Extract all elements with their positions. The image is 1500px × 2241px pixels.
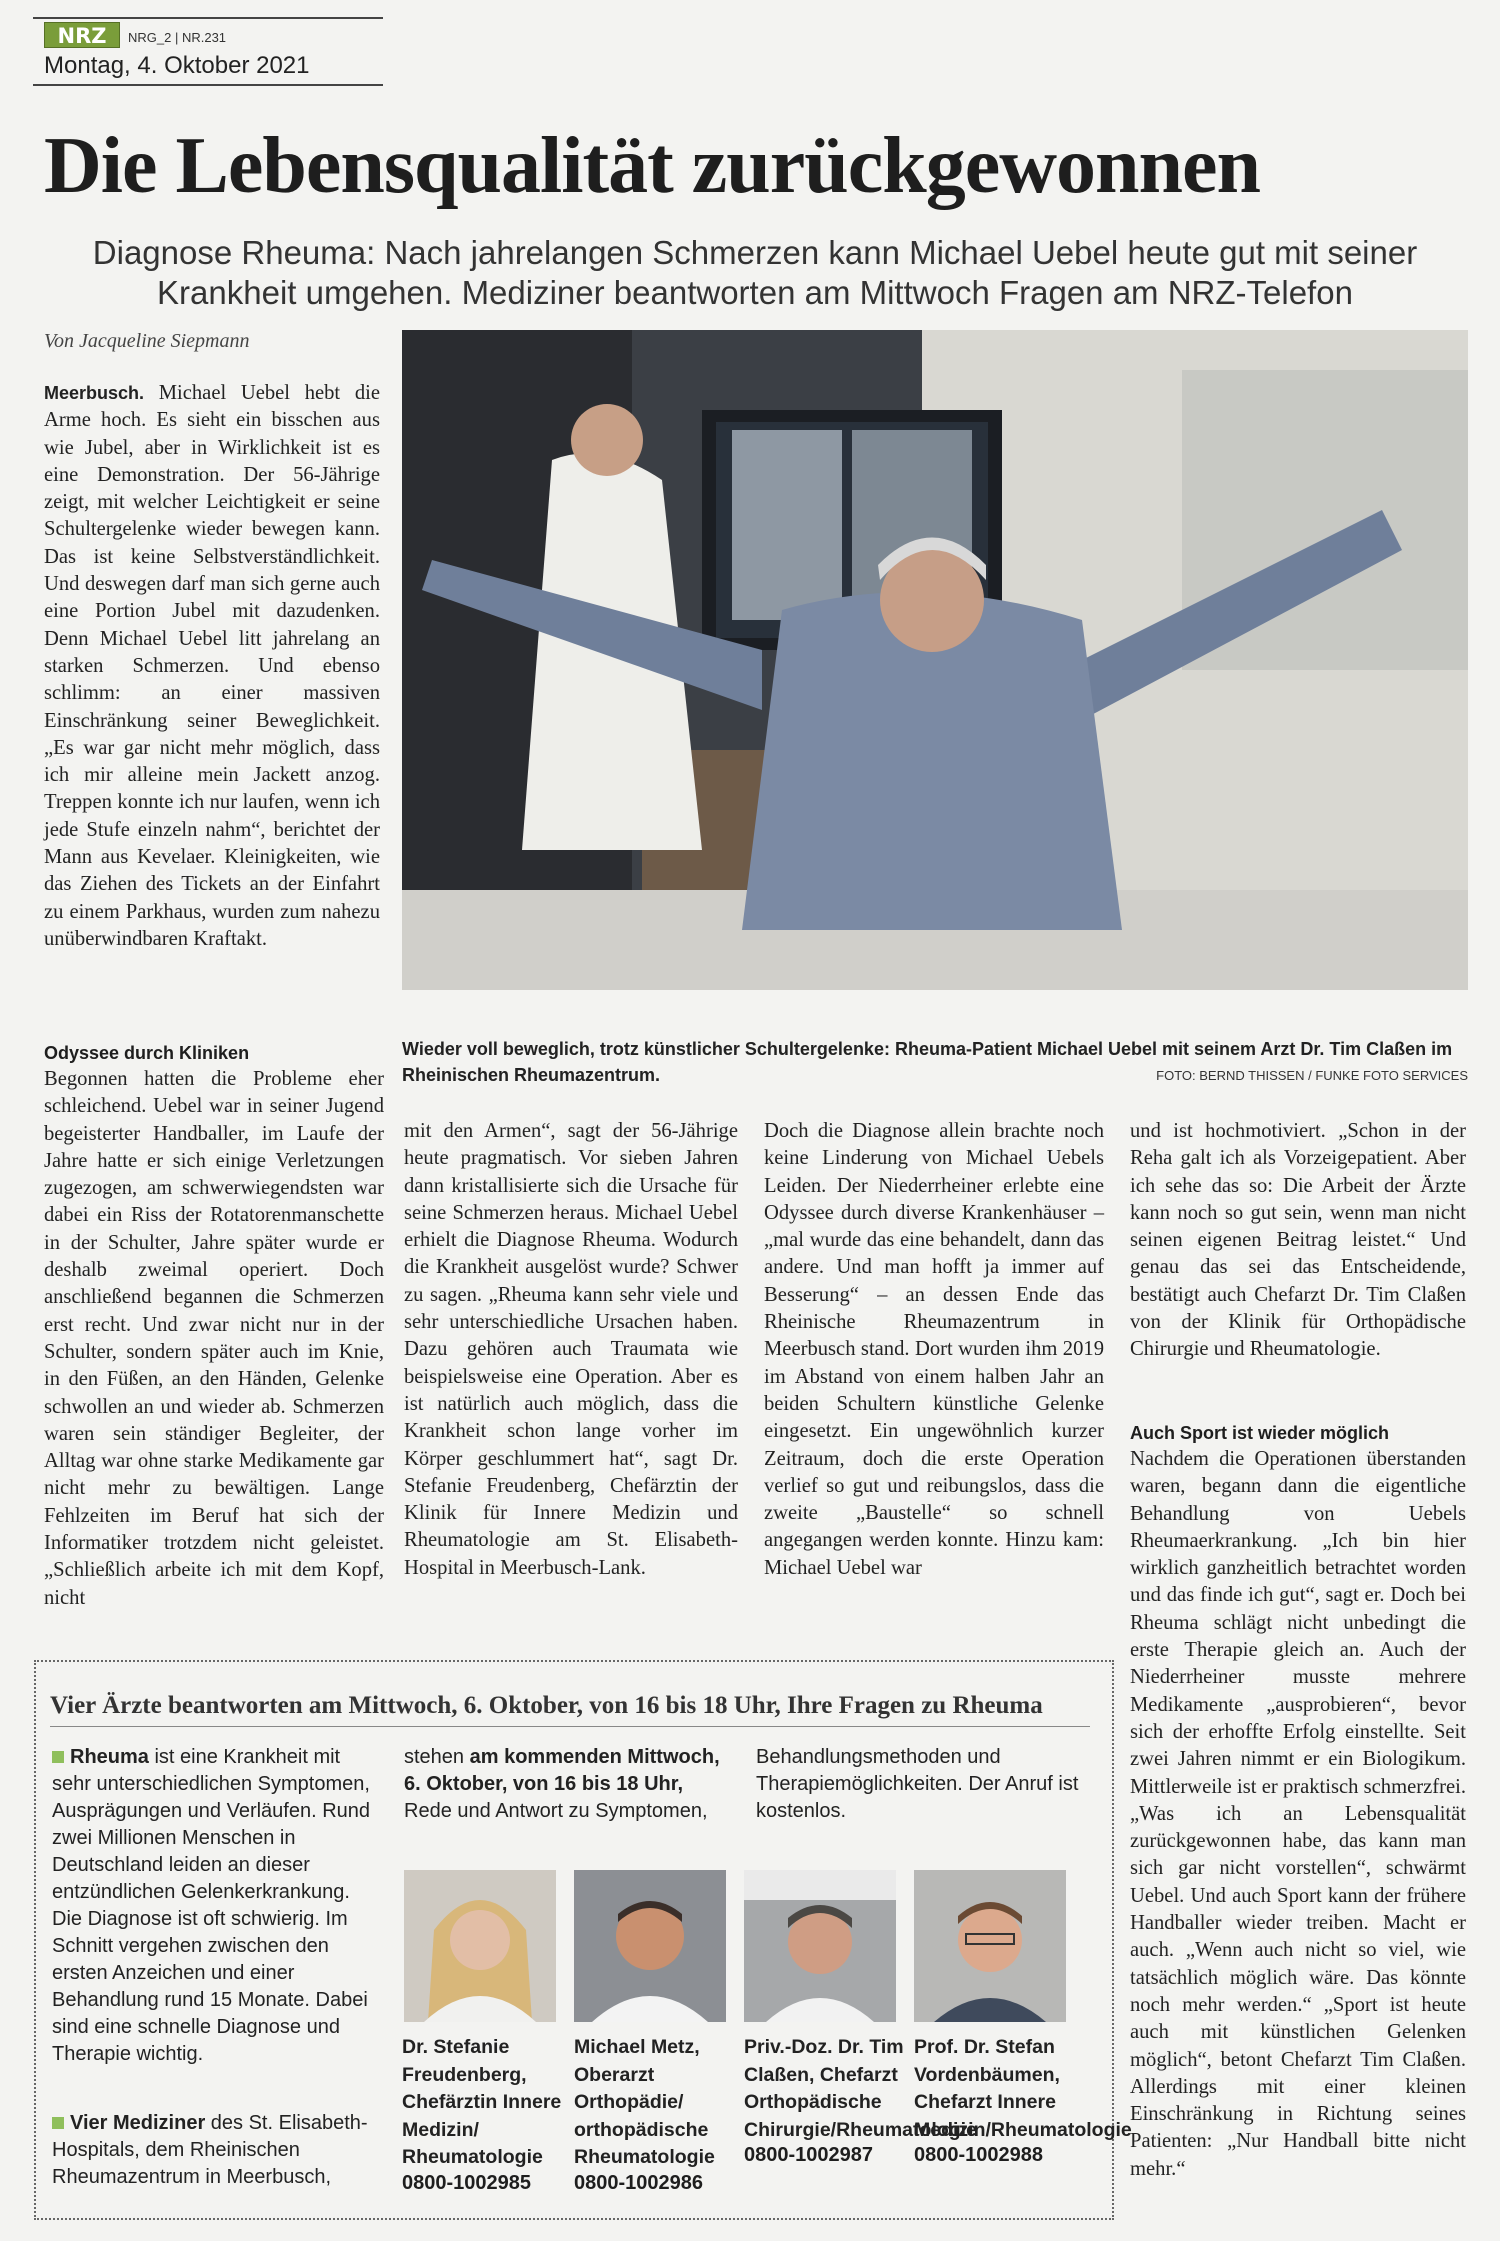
info-lead-rheuma: Rheuma xyxy=(70,1746,149,1768)
info-lead-mediziner: Vier Mediziner xyxy=(70,2112,206,2134)
subheadline-line-2: Krankheit umgehen. Mediziner beantworten am Mittwoch Fragen am NRZ-Telefon xyxy=(157,274,1353,311)
doctor-name-4: Prof. Dr. Stefan Vordenbäumen, Chefarzt Innere Medizin/Rheumatologie xyxy=(914,2036,1132,2141)
bullet-icon xyxy=(52,1751,64,1763)
subheadline xyxy=(50,233,1460,313)
subheading-sport: Auch Sport ist wieder möglich xyxy=(1130,1423,1390,1443)
article-column-2: mit den Armen“, sagt der 56-Jährige heute pragmatisch. Vor sieben Jahren dann kristallisierte sich die Ursache für seine Schmerzen heraus. Michael Uebel erhielt die Diagnose Rheuma. Wodurch die Krankheit ausgelöst wurde? Schwer zu sagen. „Rheuma kann sehr viele und sehr unterschiedliche Ursachen haben. Dazu gehören auch Traumata wie beispielsweise eine Operation. Aber es ist natürlich auch möglich, dass die Krankheit schon lange vorher im Körper geschlummert hat“, sagt Dr. Stefanie Freudenberg, Chefärztin der Klinik für Innere Medizin und Rheumatologie am St. Elisabeth-Hospital in Meerbusch-Lank. xyxy=(404,1120,738,1579)
doctor-photo-metz xyxy=(574,1870,726,2022)
article-text-4b: Nachdem die Operationen überstanden waren, begann dann die eigentliche Behandlung von Uebels Rheumaerkrankung. „Ich bin hier wirklich ganzheitlich betrachtet worden und das finde ich gut“, sagt er. Doch bei Rheuma schlägt nicht unbedingt die erste Therapie gleich an. Auch der Niederrheiner musste mehrere Medikamente „ausprobieren“, bevor sich der erhoffte Erfolg einstellte. Seit zwei Jahren nimmt er ein Biologikum. Mittlerweile ist er praktisch schmerzfrei. „Was ich an Lebensqualität zurückgewonnen habe, das kann man sich gar nicht vorstellen“, schwärmt Uebel. Und auch Sport kann der frühere Handballer wieder treiben. Macht er auch. „Wenn auch nicht so viel, wie tatsächlich möglich wäre. Das könnte noch mehr werden.“ „Sport ist heute auch mit künstlichen Gelenken möglich“, betont Chefarzt Tim Claßen. Allerdings mit einer kleinen Einschränkung in Richtung seines Patienten: „Nur Handball bitte nicht mehr.“ xyxy=(1130,1448,1466,2180)
bullet-icon xyxy=(52,2117,64,2129)
doctor-card-2 xyxy=(574,2034,750,2195)
article-text-1b: Begonnen hatten die Probleme eher schleichend. Uebel war in seiner Jugend begeisterter Handballer, im Laufe der Jahre hatte er sich einige Verletzungen zugezogen, am schwerwiegendsten war dabei ein Riss der Rotatorenmanschette in der Schulter, Jahre später wurde er deshalb zweimal operiert. Doch anschließend begannen die Schmerzen erst recht. Und zwar nicht nur in der Schulter, sondern später auch im Knie, in den Füßen, an den Händen, Gelenke schwollen an und wieder ab. Schmerzen waren sein ständiger Begleiter, der Alltag war ohne starke Medikamente gar nicht mehr zu bewältigen. Lange Fehlzeiten im Beruf hat sich der Informatiker trotzdem nicht geleistet. „Schließlich arbeite ich mit dem Kopf, nicht xyxy=(44,1068,384,1609)
article-column-3: Doch die Diagnose allein brachte noch keine Linderung von Michael Uebels Leiden. Der Niederrheiner erlebte eine Odyssee durch diverse Krankenhäuser – „mal wurde das eine behandelt, dann das andere. Und man hofft ja immer auf Besserung“ – an dessen Ende das Rheinische Rheumazentrum in Meerbusch stand. Dort wurden ihm 2019 im Abstand von einem halben Jahr an beiden Schultern künstliche Gelenke eingesetzt. Ein ungewöhnlich kurzer Zeitraum, doch die erste Operation verlief so gut und reibungslos, dass die zweite „Baustelle“ so schnell angegangen werden konnte. Hinzu kam: Michael Uebel war xyxy=(764,1120,1104,1579)
doctor-photo-vordenbaeumen xyxy=(914,1870,1066,2022)
article-text-1: Michael Uebel hebt die Arme hoch. Es sieht ein bisschen aus wie Jubel, aber in Wirklichkeit ist es eine Demonstration. Der 56-Jährige zeigt, mit welcher Leichtigkeit er seine Schultergelenke wieder bewegen kann. Das ist keine Selbstverständlichkeit. Und deswegen darf man sich gerne auch eine Portion Jubel mit dazudenken. Denn Michael Uebel litt jahrelang an starken Schmerzen. Und ebenso schlimm: an einer massiven Einschränkung seiner Beweglichkeit. „Es war gar nicht mehr möglich, dass ich mir alleine mein Jackett anzog. Treppen konnte ich nur laufen, wenn ich jede Stufe einzeln nahm“, berichtet der Mann aus Kevelaer. Kleinigkeiten, wie das Ziehen des Tickets an der Einfahrt zu einem Parkhaus, wurden zum nahezu unüberwindbaren Kraftakt. xyxy=(44,382,380,950)
info-box-paragraph-2 xyxy=(52,2110,372,2191)
article-column-1 xyxy=(44,380,380,953)
doctor-name-1: Dr. Stefanie Freudenberg, Chefärztin Innere Medizin/ Rheumatologie xyxy=(402,2036,562,2168)
issue-date: Montag, 4. Oktober 2021 xyxy=(44,52,310,79)
info-text-2b-post: Rede und Antwort zu Symptomen, xyxy=(404,1800,708,1822)
doctor-phone-1: 0800-1002985 xyxy=(402,2171,532,2194)
info-text-2b-pre: stehen xyxy=(404,1746,470,1768)
photo-caption: Wieder voll beweglich, trotz künstlicher Schultergelenke: Rheuma-Patient Michael Uebel mit seinem Arzt Dr. Tim Claßen im Rheinischen Rheumazentrum. xyxy=(402,1039,1453,1085)
article-photo xyxy=(402,330,1468,990)
doctor-name-2: Michael Metz, Oberarzt Orthopädie/ orthopädische Rheumatologie xyxy=(574,2036,715,2168)
info-box-title: Vier Ärzte beantworten am Mittwoch, 6. Oktober, von 16 bis 18 Uhr, Ihre Fragen zu Rheuma xyxy=(50,1692,1043,1719)
doctor-photo-classen xyxy=(744,1870,896,2022)
info-text-2b-date: am kommenden Mittwoch, 6. Oktober, von 16 bis 18 Uhr, xyxy=(404,1746,720,1795)
headline: Die Lebensqualität zurückgewonnen xyxy=(44,122,1260,210)
masthead-rule xyxy=(33,17,383,19)
masthead-rule-bottom xyxy=(33,84,383,86)
issue-number: NRG_2 | NR.231 xyxy=(128,30,227,45)
doctor-phone-2: 0800-1002986 xyxy=(574,2171,704,2194)
info-box-paragraph-3: Behandlungsmethoden und Therapiemöglichkeiten. Der Anruf ist kostenlos. xyxy=(756,1746,1079,1822)
dateline: Meerbusch. xyxy=(44,383,145,403)
nrz-logo: NRZ xyxy=(44,22,120,48)
info-text-2: des St. Elisabeth-Hospitals, dem Rheinischen Rheumazentrum in Meerbusch, xyxy=(52,2112,368,2188)
subheading-odyssee: Odyssee durch Kliniken xyxy=(44,1043,250,1063)
info-box-paragraph-1 xyxy=(52,1744,372,2068)
doctor-name-3: Priv.-Doz. Dr. Tim Claßen, Chefarzt Orthopädische Chirurgie/Rheumatologie xyxy=(744,2036,977,2141)
info-box-rule xyxy=(50,1726,1090,1727)
doctor-card-3 xyxy=(744,2034,977,2167)
doctor-photo-freudenberg xyxy=(404,1870,556,2022)
doctor-card-4 xyxy=(914,2034,1132,2167)
byline: Von Jacqueline Siepmann xyxy=(44,330,250,352)
photo-credit: FOTO: BERND THISSEN / FUNKE FOTO SERVICES xyxy=(1156,1068,1468,1083)
doctor-phone-3: 0800-1002987 xyxy=(744,2144,874,2166)
article-column-4: und ist hochmotiviert. „Schon in der Reha galt ich als Vorzeigepatient. Aber ich sehe das so: Die Arbeit der Ärzte kann noch so gut sein, wenn man nicht seinen eigenen Beitrag leistet.“ Und genau das sei das Entscheidende, bestätigt auch Chefarzt Dr. Tim Claßen von der Klinik für Orthopädische Chirurgie und Rheumatologie. xyxy=(1130,1120,1466,1361)
info-text-1: ist eine Krankheit mit sehr unterschiedlichen Symptomen, Ausprägungen und Verläufen. Rund zwei Millionen Menschen in Deutschland leiden an dieser entzündlichen Gelenkerkrankung. Die Diagnose ist oft schwierig. Im Schnitt vergehen zwischen den ersten Anzeichen und einer Behandlung rund 15 Monate. Dabei sind eine schnelle Diagnose und Therapie wichtig. xyxy=(52,1746,371,2065)
subheadline-line-1: Diagnose Rheuma: Nach jahrelangen Schmerzen kann Michael Uebel heute gut mit seiner xyxy=(92,234,1418,271)
doctor-phone-4: 0800-1002988 xyxy=(914,2144,1044,2166)
info-box-paragraph-2b xyxy=(404,1744,724,1825)
doctor-card-1 xyxy=(402,2034,578,2195)
photo-illustration xyxy=(402,330,1468,990)
